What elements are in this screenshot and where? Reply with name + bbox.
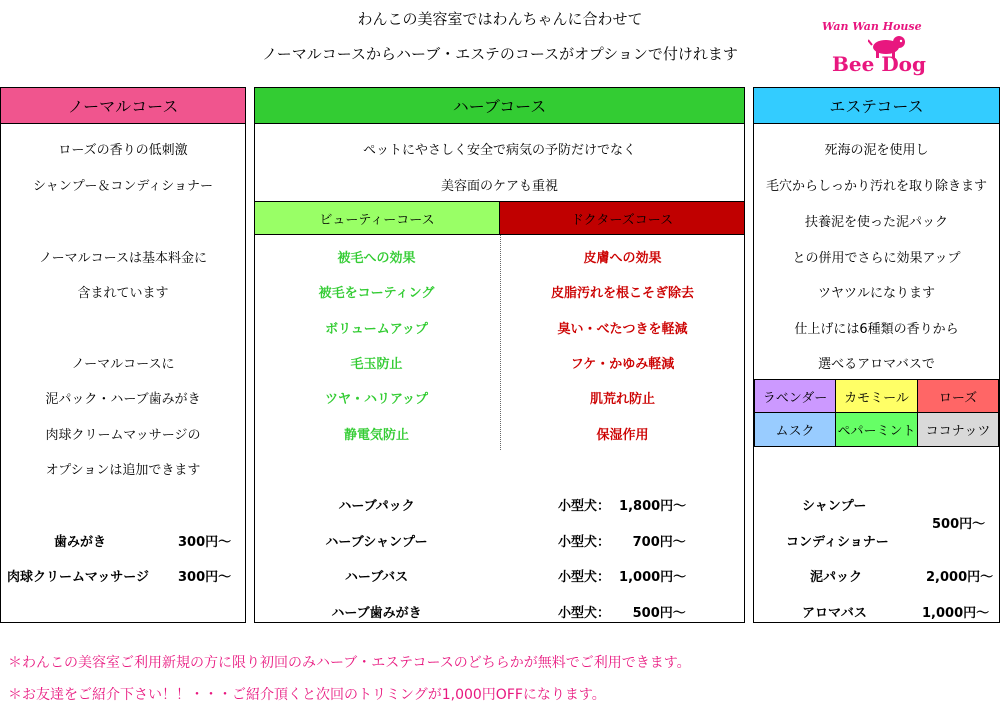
herb-price-value-1: 小型犬： 1,800円～ xyxy=(558,499,687,514)
esthe-course-panel xyxy=(753,87,1000,623)
herb-subheader-row xyxy=(255,201,744,235)
intro-line-1: わんこの美容室ではわんちゃんに合わせて xyxy=(357,10,643,28)
herb-price-name-1: ハーブパック xyxy=(338,499,415,514)
aroma-chamomile: カモミール xyxy=(836,379,918,413)
esthe-shampoo-price: 500円～ xyxy=(932,517,986,532)
herb-course-title: ハーブコース xyxy=(255,88,744,124)
note-1: ＊わんこの美容室ご利用新規の方に限り初回のみハーブ・エステコースのどちらかが無料でご利用できます。 xyxy=(8,655,691,671)
aroma-peppermint: ペパーミント xyxy=(836,413,918,447)
logo-text-top: Wan Wan House xyxy=(822,20,922,33)
herb-column-divider xyxy=(500,235,501,450)
esthe-shampoo-label: シャンプー xyxy=(802,499,867,514)
herb-desc-1: ペットにやさしく安全で病気の予防だけでなく xyxy=(362,143,636,158)
intro-line-2: ノーマルコースからハーブ・エステのコースがオプションで付けれます xyxy=(262,45,738,63)
herb-course-panel xyxy=(254,87,745,623)
esthe-line-6: 仕上げには6種類の香りから xyxy=(794,322,959,337)
herb-price-value-2: 小型犬： 700円～ xyxy=(558,535,686,550)
doctors-course-title: ドクターズコース xyxy=(500,202,744,235)
doctors-effect-6: 保湿作用 xyxy=(596,428,649,443)
doctors-effect-5: 肌荒れ防止 xyxy=(589,392,655,407)
beauty-course-title: ビューティーコース xyxy=(255,202,500,235)
normal-price-name-2: 肉球クリームマッサージ xyxy=(7,570,149,585)
esthe-aroma-price: 1,000円～ xyxy=(922,606,990,621)
esthe-conditioner-label: コンディショナー xyxy=(786,535,889,550)
normal-price-value-2: 300円～ xyxy=(178,570,232,585)
esthe-line-3: 扶養泥を使った泥パック xyxy=(804,215,948,230)
note-2: ＊お友達をご紹介下さい！！・・・ご紹介頂くと次回のトリミングが1,000円OFFになります。 xyxy=(8,687,606,703)
beauty-effect-5: ツヤ・ハリアップ xyxy=(324,392,429,407)
normal-course-title: ノーマルコース xyxy=(1,88,245,124)
bee-dog-logo xyxy=(818,10,948,80)
normal-line-6: 泥パック・ハーブ歯みがき xyxy=(45,392,201,407)
beauty-effect-2: 被毛をコーティング xyxy=(318,286,435,301)
normal-line-7: 肉球クリームマッサージの xyxy=(45,428,201,443)
esthe-mud-price: 2,000円～ xyxy=(926,570,994,585)
beauty-effect-6: 静電気防止 xyxy=(343,428,409,443)
herb-price-name-2: ハーブシャンプー xyxy=(325,535,428,550)
herb-desc-2: 美容面のケアも重視 xyxy=(440,179,558,194)
normal-line-3: ノーマルコースは基本料金に xyxy=(39,251,207,266)
herb-price-value-3: 小型犬： 1,000円～ xyxy=(558,570,687,585)
doctors-effect-3: 臭い・べたつきを軽減 xyxy=(557,322,688,337)
logo-text-main: Bee Dog xyxy=(832,52,926,76)
esthe-line-7: 選べるアロマバスで xyxy=(818,357,935,372)
esthe-mud-label: 泥パック xyxy=(810,570,863,585)
aroma-musk: ムスク xyxy=(754,413,836,447)
esthe-line-5: ツヤツルになります xyxy=(817,286,935,301)
herb-price-name-3: ハーブバス xyxy=(344,570,409,585)
herb-price-name-4: ハーブ歯みがき xyxy=(331,606,422,621)
normal-price-name-1: 歯みがき xyxy=(54,535,107,550)
normal-line-5: ノーマルコースに xyxy=(71,357,175,372)
esthe-line-4: との併用でさらに効果アップ xyxy=(792,251,961,266)
esthe-aroma-label: アロマバス xyxy=(802,606,867,621)
normal-line-2: シャンプー＆コンディショナー xyxy=(32,179,214,194)
herb-price-value-4: 小型犬： 500円～ xyxy=(558,606,686,621)
normal-course-panel xyxy=(0,87,246,623)
normal-price-value-1: 300円～ xyxy=(178,535,232,550)
esthe-course-title: エステコース xyxy=(754,88,999,124)
esthe-line-1: 死海の泥を使用し xyxy=(824,143,929,158)
aroma-lavender: ラベンダー xyxy=(754,379,836,413)
beauty-effect-1: 被毛への効果 xyxy=(337,251,416,266)
normal-line-1: ローズの香りの低刺激 xyxy=(58,143,188,158)
normal-line-4: 含まれています xyxy=(77,286,169,301)
aroma-coconut: ココナッツ xyxy=(918,413,999,447)
beauty-effect-4: 毛玉防止 xyxy=(350,357,403,372)
beauty-effect-3: ボリュームアップ xyxy=(325,322,428,337)
doctors-effect-4: フケ・かゆみ軽減 xyxy=(570,357,675,372)
doctors-effect-1: 皮膚への効果 xyxy=(583,251,662,266)
normal-line-8: オプションは追加できます xyxy=(45,463,201,478)
aroma-rose: ローズ xyxy=(918,379,999,413)
doctors-effect-2: 皮脂汚れを根こそぎ除去 xyxy=(550,286,694,301)
esthe-line-2: 毛穴からしっかり汚れを取り除きます xyxy=(765,179,987,194)
